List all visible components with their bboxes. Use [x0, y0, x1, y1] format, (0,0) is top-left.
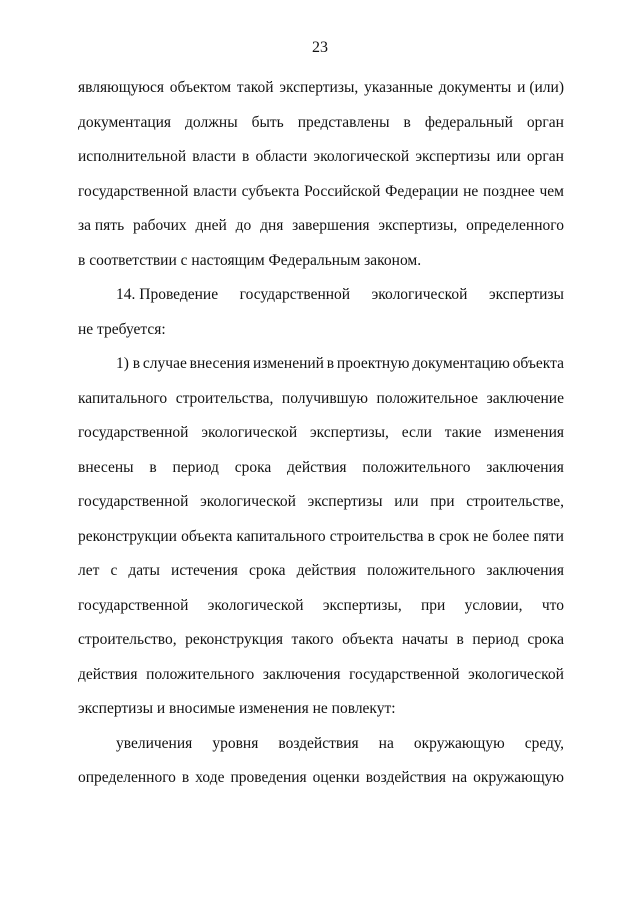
word: такого — [291, 631, 334, 648]
word: исполнительной — [78, 148, 187, 165]
word: срока — [234, 458, 272, 476]
word: ходе — [195, 769, 225, 786]
text-line — [78, 140, 564, 175]
word: власти — [192, 148, 236, 165]
word: экспертизы — [307, 493, 383, 510]
word: быть — [251, 113, 284, 131]
word: федеральный — [424, 113, 513, 131]
word: заключения — [486, 562, 564, 579]
word: внесения — [189, 355, 251, 372]
word: государственной — [78, 493, 189, 510]
text-line — [78, 485, 564, 520]
word: срок — [439, 527, 469, 545]
word: если — [401, 424, 432, 441]
word: орган — [526, 113, 564, 131]
word: такие — [444, 424, 482, 441]
word: положительное — [376, 389, 478, 407]
word: в — [149, 458, 157, 476]
word: не — [463, 182, 479, 200]
word: на — [378, 734, 394, 752]
word: в — [242, 148, 250, 165]
word: Российской — [304, 182, 381, 200]
word: строительстве, — [466, 493, 564, 510]
word: проектную — [336, 355, 410, 372]
text-line — [78, 451, 564, 486]
word: экологической — [201, 424, 298, 441]
word: что — [541, 596, 564, 614]
word: экологической — [468, 665, 564, 683]
word: или — [496, 148, 521, 165]
word: действия — [78, 665, 138, 683]
word: даты — [128, 562, 160, 579]
word: объектом — [169, 79, 232, 96]
word: являющуюся — [78, 79, 164, 96]
word: экологической — [207, 596, 304, 614]
word: субъекта — [241, 182, 300, 200]
word: при — [421, 596, 446, 614]
word: период — [472, 631, 519, 648]
word: определенного — [78, 769, 176, 786]
word: уровня — [212, 734, 259, 752]
word: определенного — [466, 217, 564, 234]
word: экспертизы — [488, 286, 564, 303]
word: государственной — [78, 182, 189, 200]
word: срока — [527, 631, 564, 648]
word: области — [255, 148, 308, 165]
word: в — [427, 527, 435, 545]
word: окружающую — [473, 769, 564, 786]
word: дней — [195, 217, 227, 234]
word: орган — [526, 148, 564, 165]
word: завершения — [292, 217, 370, 234]
text-line — [78, 658, 564, 693]
word: внесены — [78, 458, 134, 476]
text-line — [78, 347, 564, 382]
text-line — [78, 106, 564, 141]
word: проведения — [230, 769, 307, 786]
word: чем — [539, 182, 564, 200]
word: заключения — [262, 665, 341, 683]
word: в — [181, 769, 190, 786]
word: окружающую — [413, 734, 505, 752]
word: экологической — [313, 148, 410, 165]
word: экспертизы — [415, 148, 491, 165]
word: с — [110, 562, 118, 579]
word: начаты — [401, 631, 448, 648]
word: на — [451, 769, 468, 786]
word: и (или) — [517, 79, 564, 96]
word: объекта — [342, 631, 394, 648]
word: оценки — [312, 769, 360, 786]
document-body — [78, 71, 564, 796]
word: в — [403, 113, 411, 131]
word: положительного — [146, 665, 255, 683]
word: при — [430, 493, 455, 510]
text-line — [78, 278, 564, 313]
word: должны — [185, 113, 238, 131]
word: истечения — [171, 562, 238, 579]
word: представлены — [297, 113, 390, 131]
word: капитального — [236, 527, 326, 545]
word: воздействия — [365, 769, 446, 786]
word: случае — [142, 355, 187, 372]
page-number: 23 — [312, 39, 328, 56]
word: заключения — [486, 458, 564, 476]
text-line — [78, 416, 564, 451]
word: экологической — [200, 493, 296, 510]
text-line — [78, 727, 564, 762]
word: указанные — [364, 79, 433, 96]
word: экспертизы, — [279, 79, 359, 96]
word: условии, — [464, 596, 523, 614]
text-line — [78, 209, 564, 244]
text-line — [78, 382, 564, 417]
word: строительства, — [175, 389, 274, 407]
word: рабочих — [132, 217, 187, 234]
word: 14. Проведение — [116, 286, 219, 303]
word: государственной — [78, 596, 189, 614]
word: дня — [260, 217, 284, 234]
text-line: не требуется: — [78, 320, 166, 338]
word: в — [456, 631, 464, 648]
word: до — [235, 217, 252, 234]
text-line — [78, 520, 564, 555]
word: позднее — [482, 182, 535, 200]
word: в — [326, 355, 335, 372]
text-line — [78, 761, 564, 796]
word: период — [172, 458, 219, 476]
word: увеличения — [116, 734, 193, 752]
word: документация — [78, 113, 172, 131]
word: власти — [193, 182, 237, 200]
word: документацию — [412, 355, 510, 372]
text-line: экспертизы и вносимые изменения не повлекут: — [78, 700, 396, 717]
text-line: в соответствии с настоящим Федеральным законом. — [78, 251, 422, 269]
word: не — [473, 527, 489, 545]
word: Федерации — [385, 182, 459, 200]
word: реконструкции — [78, 527, 177, 545]
word: воздействия — [278, 734, 359, 752]
word: или — [394, 493, 419, 510]
word: экспертизы, — [322, 596, 402, 614]
word: за пять — [78, 217, 125, 234]
text-line — [78, 175, 564, 210]
word: документы — [438, 79, 512, 96]
word: положительного — [367, 562, 476, 579]
word: государственной — [349, 665, 460, 683]
text-line — [78, 71, 564, 106]
word: объекта — [181, 527, 233, 545]
word: пяти — [533, 527, 564, 545]
word: положительного — [362, 458, 471, 476]
word: государственной — [78, 424, 189, 441]
word: реконструкция — [185, 631, 283, 648]
word: экологической — [371, 286, 468, 303]
word: действия — [287, 458, 347, 476]
word: такой — [236, 79, 274, 96]
text-line — [78, 623, 564, 658]
word: лет — [78, 562, 100, 579]
word: строительства — [329, 527, 424, 545]
word: объекта — [512, 355, 564, 372]
word: государственной — [239, 286, 351, 303]
word: более — [492, 527, 530, 545]
word: строительство, — [78, 631, 177, 648]
word: среду, — [524, 734, 564, 752]
word: экспертизы, — [378, 217, 458, 234]
word: 1) в — [116, 355, 141, 372]
text-line — [78, 589, 564, 624]
word: срока — [248, 562, 286, 579]
word: изменения — [494, 424, 564, 441]
word: заключение — [486, 389, 564, 407]
word: экспертизы, — [310, 424, 389, 441]
word: действия — [296, 562, 357, 579]
word: изменений — [253, 355, 324, 372]
word: получившую — [281, 389, 368, 407]
text-line — [78, 554, 564, 589]
word: капитального — [78, 389, 168, 407]
